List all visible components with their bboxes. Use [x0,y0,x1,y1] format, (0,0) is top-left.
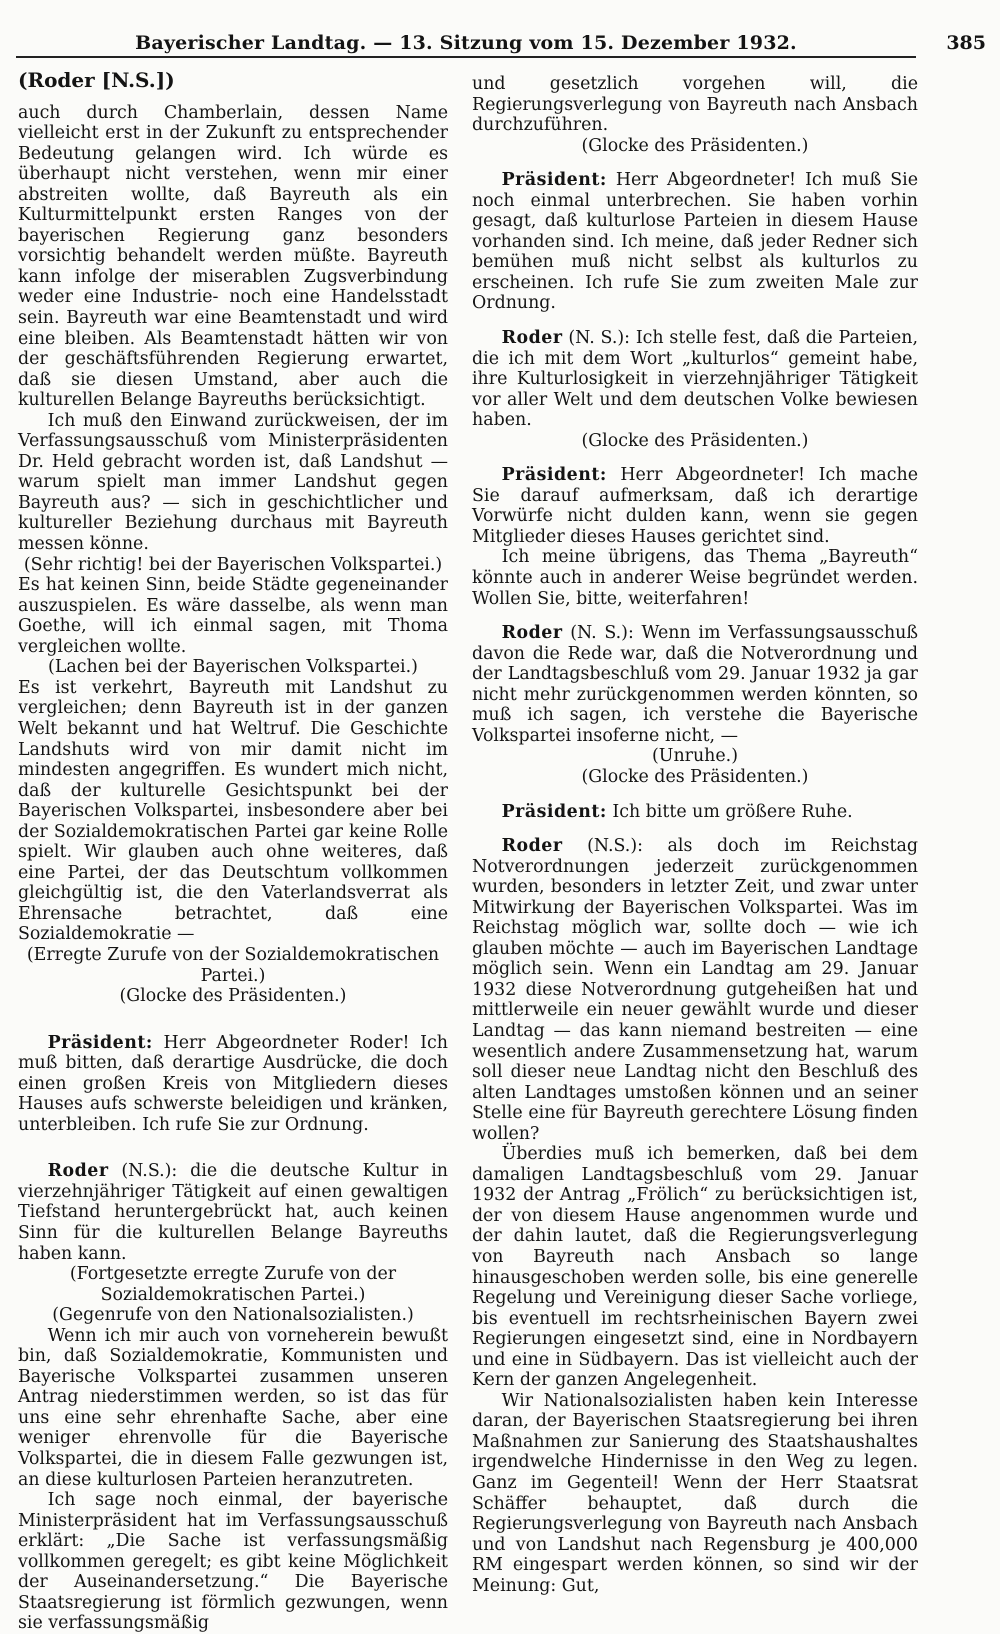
speech-paragraph [472,802,918,823]
paragraph: Überdies muß ich bemerken, daß bei dem damaligen Landtagsbeschluß vom 29. Januar 1932 der Antrag „Frölich“ zu berücksichtigen ist, der von diesem Hause angenommen wurde und der dahin lautet, daß die Regierungsverlegung von Bayreuth nach Ansbach so lange hinausgeschoben werden solle, bis eine generelle Regelung und Vereinigung dieser Sache vorliege, bis eventuell im rechtsrheinischen Bayern zwei Regierungen eingesetzt sind, eine in Nordbayern und eine in Südbayern. Das ist vielleicht auch der Kern der ganzen Angelegenheit. [472,1144,918,1391]
speech-text: (N. S.): Wenn im Verfassungsausschuß davon die Rede war, daß die Notverordnung und der Landtagsbeschluß vom 29. Januar 1932 ja gar nicht mehr zurückgenommen werden könnten, so muß ich sagen, ich verstehe die Bayerische Volkspartei insoferne nicht, — [472,623,918,746]
speaker-name: Roder [501,836,563,857]
speech-text: (N. S.): Ich stelle fest, daß die Parteien, die ich mit dem Wort „kulturlos“ gemeint habe, ihre Kulturlosigkeit in vierzehnjähriger Tätigkeit vor aller Welt und dem deutschen Volke bewiesen haben. [472,328,918,431]
paragraph: auch durch Chamberlain, dessen Name vielleicht erst in der Zukunft zu entsprechender Bedeutung gelangen wird. Ich würde es überhaupt nicht verstehen, wenn mir einer abstreiten wollte, daß Bayreuth als ein Kulturmittelpunkt ersten Ranges von der bayerischen Regierung ganz besonders vorsichtig behandelt werden müßte. Bayreuth kann infolge der miserablen Zugsverbindung weder eine Industrie- noch eine Handelsstadt sein. Bayreuth war eine Beamtenstadt und wird eine bleiben. Als Beamtenstadt hätten wir von der geschäftsführenden Regierung erwartet, daß sie diesen Umstand, aber auch die kulturellen Belange Bayreuths berücksichtigt. [18,102,448,411]
speech-paragraph [472,623,918,746]
speech-paragraph [472,836,918,1144]
paragraph: Ich muß den Einwand zurückweisen, der im Verfassungsausschuß vom Ministerpräsidenten Dr. Held gebracht worden ist, daß Landshut — warum spielt man immer Landshut gegen Bayreuth aus? — sich in geschichtlicher und kultureller Beziehung durchaus mit Bayreuth messen könne. [18,410,448,555]
speaker-name: Präsident: [501,170,607,191]
speech-text: (N.S.): als doch im Reichstag Notverordnungen jederzeit zurückgenommen wurden, besonders in letzter Zeit, und zwar unter Mitwirkung der Bayerischen Volkspartei. Was im Reichstag möglich war, sollte doch — wie ich glauben möchte — auch im Bayerischen Landtage möglich sein. Wenn ein Landtag am 29. Januar 1932 diese Notverordnung gutgeheißen hat und mittlerweile ein neuer gewählt wurde und dieser Landtag — das kann niemand bestreiten — eine wesentlich andere Zusammensetzung hat, warum soll dieser neue Landtag nicht den Beschluß des alten Landtages umstoßen können und an seiner Stelle eine für Bayreuth gerechtere Lösung finden wollen? [472,836,918,1144]
page-number: 385 [946,32,986,54]
speaker-name: Roder [501,623,563,644]
speech-paragraph [472,170,918,314]
speaker-name: Präsident: [501,465,607,486]
paragraph: Wenn ich mir auch von vorneherein bewußt bin, daß Sozialdemokratie, Kommunisten und Bayerische Volkspartei zusammen unseren Antrag niederstimmen werden, so ist das für uns eine sehr ehrenhafte Sache, aber eine weniger ehrenvolle für die Bayerische Volkspartei, die in diesem Falle gezwungen ist, an diese kulturlosen Parteien heranzutreten. [18,1325,448,1490]
paragraph: Es hat keinen Sinn, beide Städte gegeneinander auszuspielen. Es wäre dasselbe, als wenn man Goethe, will ich einmal sagen, mit Thoma vergleichen wollte. [18,575,448,657]
running-title: Bayerischer Landtag. — 13. Sitzung vom 15. Dezember 1932. [135,32,797,54]
paragraph: Wir Nationalsozialisten haben kein Interesse daran, der Bayerischen Staatsregierung bei ihren Maßnahmen zur Sanierung des Staatshaushaltes irgendwelche Hindernisse in den Weg zu legen. Ganz im Gegenteil! Wenn der Herr Staatsrat Schäffer behauptet, daß durch die Regierungsverlegung von Bayreuth nach Ansbach und von Landshut nach Regensburg je 400,000 RM eingespart werden können, so sind wir der Meinung: Gut, [472,1390,918,1596]
paragraph: Es ist verkehrt, Bayreuth mit Landshut zu vergleichen; denn Bayreuth ist in der ganzen Welt bekannt und hat Weltruf. Die Geschichte Landshuts wird von mir damit nicht im mindesten angegriffen. Es wundert mich nicht, daß der kulturelle Gesichtspunkt bei der Bayerischen Volkspartei, insbesondere aber bei der Sozialdemokratischen Partei gar keine Rolle spielt. Wir glauben auch ohne weiteres, daß eine Partei, der das Deutschtum vollkommen gleichgültig ist, die den Vaterlandsverrat als Ehrensache betrachtet, daß eine Sozialdemokratie — [18,677,448,945]
interjection: (Glocke des Präsidenten.) [581,766,809,787]
paragraph: und gesetzlich vorgehen will, die Regierungsverlegung von Bayreuth nach Ansbach durchzuführen. [472,74,918,136]
right-column [472,74,918,1596]
interjection: (Sehr richtig! bei der Bayerischen Volkspartei.) [23,554,443,575]
running-header [16,30,986,58]
interjection: (Gegenrufe von den Nationalsozialisten.) [52,1305,414,1326]
speech-text: (N.S.): die die deutsche Kultur in vierzehnjähriger Tätigkeit auf einen gewaltigen Tiefstand heruntergebrückt hat, auch keinen Sinn für die kulturellen Belange Bayreuths haben kann. [18,1161,448,1264]
interjection: (Unruhe.) [652,746,738,767]
interjection: (Lachen bei der Bayerischen Volkspartei.) [48,657,418,678]
interjection: (Glocke des Präsidenten.) [581,430,809,451]
speech-paragraph [18,1033,448,1136]
speaker-name: Roder [47,1161,109,1182]
left-column [18,70,448,1634]
speech-paragraph [472,465,918,547]
speaker-name: Präsident: [501,801,607,822]
interjection: (Glocke des Präsidenten.) [119,986,347,1007]
speech-text: Herr Abgeordneter! Ich muß Sie noch einmal unterbrechen. Sie haben vorhin gesagt, daß kulturlose Parteien in diesem Hause vorhanden sind. Ich meine, daß jeder Redner sich bemühen muß nicht selbst als kulturlos zu erscheinen. Ich rufe Sie zum zweiten Male zur Ordnung. [472,170,918,314]
speech-text: Ich bitte um größere Ruhe. [606,801,853,822]
interjection: (Fortgesetzte erregte Zurufe von der Sozialdemokratischen Partei.) [69,1264,397,1305]
continuation-label: (Roder [N.S.]) [18,68,175,92]
paragraph: Ich meine übrigens, das Thema „Bayreuth“ könnte auch in anderer Weise begründet werden. Wollen Sie, bitte, weiterfahren! [472,547,918,609]
speech-paragraph [472,328,918,431]
interjection: (Glocke des Präsidenten.) [581,135,809,156]
speech-text: Herr Abgeordneter Roder! Ich muß bitten, daß derartige Ausdrücke, die doch einen großen Kreis von Mitgliedern dieses Hauses aufs schwerste beleidigen und kränken, unterbleiben. Ich rufe Sie zur Ordnung. [18,1032,448,1135]
speaker-name: Roder [501,328,563,349]
speech-text: Herr Abgeordneter! Ich mache Sie darauf aufmerksam, daß ich derartige Vorwürfe nicht dulden kann, wenn sie gegen Mitglieder dieses Hauses gerichtet sind. [472,465,918,547]
interjection: (Erregte Zurufe von der Sozialdemokratischen Partei.) [26,944,440,986]
paragraph: Ich sage noch einmal, der bayerische Ministerpräsident hat im Verfassungsausschuß erklärt: „Die Sache ist verfassungsmäßig vollkommen geregelt; es gibt keine Möglichkeit der Auseinandersetzung.“ Die Bayerische Staatsregierung ist förmlich gezwungen, wenn sie verfassungsmäßig [18,1490,448,1634]
speaker-name: Präsident: [47,1032,153,1053]
speech-paragraph [18,1161,448,1264]
